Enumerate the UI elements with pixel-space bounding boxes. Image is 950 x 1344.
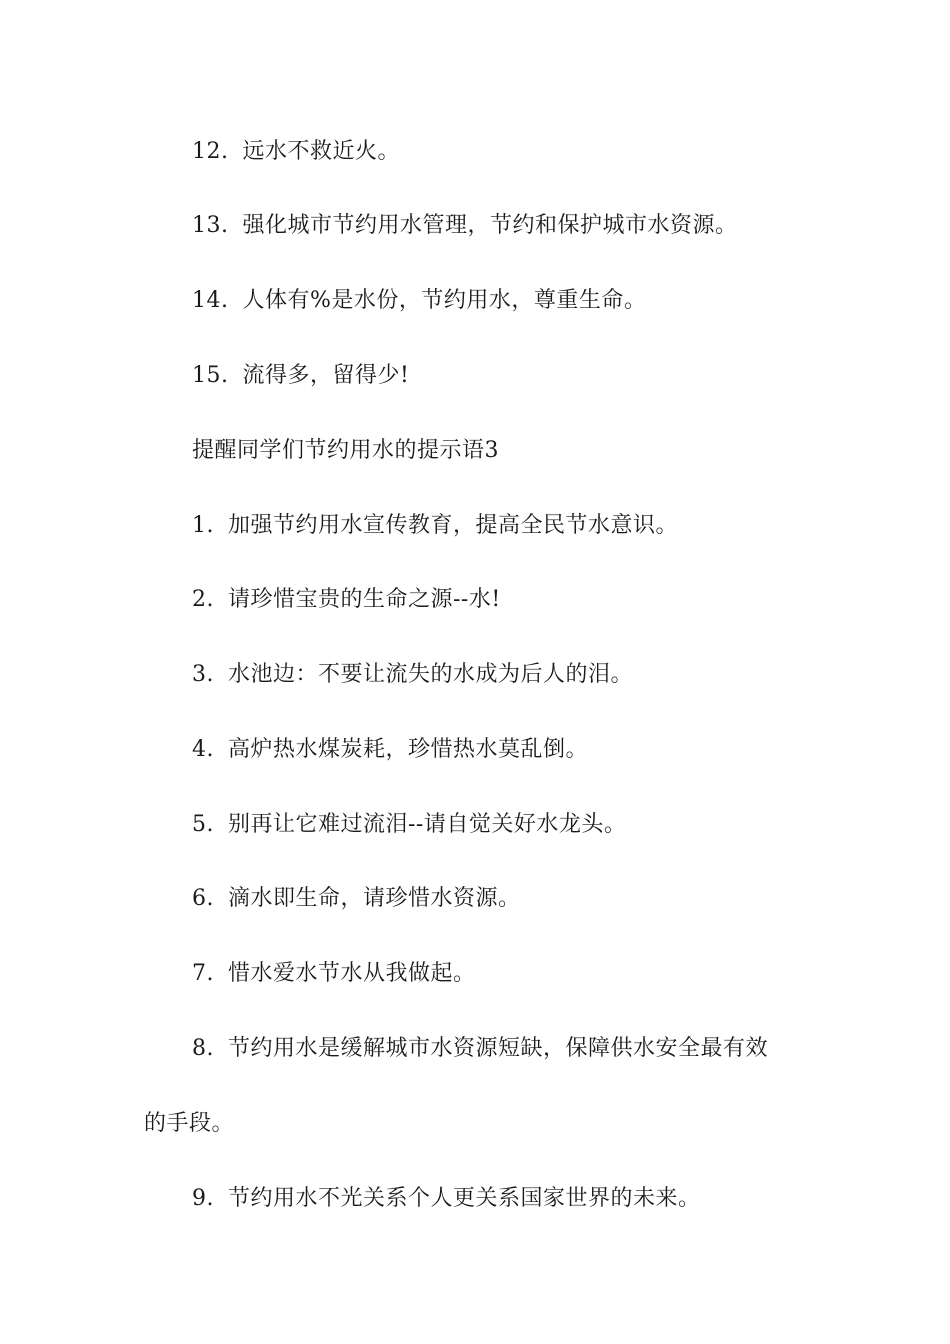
list-item	[192, 959, 476, 989]
list-item	[192, 735, 588, 765]
list-item	[192, 1034, 768, 1064]
item-number: 4.	[192, 737, 214, 762]
item-text: 请珍惜宝贵的生命之源--水!	[228, 587, 501, 612]
list-item	[192, 660, 633, 690]
item-text: 惜水爱水节水从我做起。	[228, 961, 476, 986]
item-text: 人体有%是水份，节约用水，尊重生命。	[242, 288, 647, 313]
list-item	[192, 286, 646, 316]
item-number: 13.	[192, 213, 229, 238]
item-text: 节约用水不光关系个人更关系国家世界的未来。	[228, 1186, 701, 1211]
item-number: 15.	[192, 363, 229, 388]
item-number: 9.	[192, 1186, 214, 1211]
item-number: 1.	[192, 513, 214, 538]
item-text: 滴水即生命，请珍惜水资源。	[228, 886, 521, 911]
item-text: 别再让它难过流泪--请自觉关好水龙头。	[228, 812, 627, 837]
section-heading: 提醒同学们节约用水的提示语3	[192, 438, 499, 463]
list-item	[192, 211, 738, 241]
list-item	[192, 1184, 701, 1214]
item-number: 8.	[192, 1036, 214, 1061]
list-item	[192, 361, 409, 391]
item-text: 强化城市节约用水管理，节约和保护城市水资源。	[242, 213, 738, 238]
list-item-continuation: 的手段。	[144, 1111, 235, 1136]
list-item	[192, 137, 400, 167]
item-text: 流得多，留得少!	[242, 363, 410, 388]
item-text: 加强节约用水宣传教育，提高全民节水意识。	[228, 513, 679, 538]
item-text: 远水不救近火。	[242, 139, 401, 164]
list-item	[192, 511, 678, 541]
item-text: 水池边：不要让流失的水成为后人的泪。	[228, 662, 634, 687]
item-number: 2.	[192, 587, 214, 612]
list-item	[192, 810, 626, 840]
list-item	[192, 585, 501, 615]
item-number: 7.	[192, 961, 214, 986]
item-text: 高炉热水煤炭耗，珍惜热水莫乱倒。	[228, 737, 589, 762]
item-number: 14.	[192, 288, 229, 313]
item-number: 5.	[192, 812, 214, 837]
list-item	[192, 884, 521, 914]
item-number: 12.	[192, 139, 229, 164]
item-number: 6.	[192, 886, 214, 911]
item-number: 3.	[192, 662, 214, 687]
item-text: 节约用水是缓解城市水资源短缺，保障供水安全最有效	[228, 1036, 769, 1061]
